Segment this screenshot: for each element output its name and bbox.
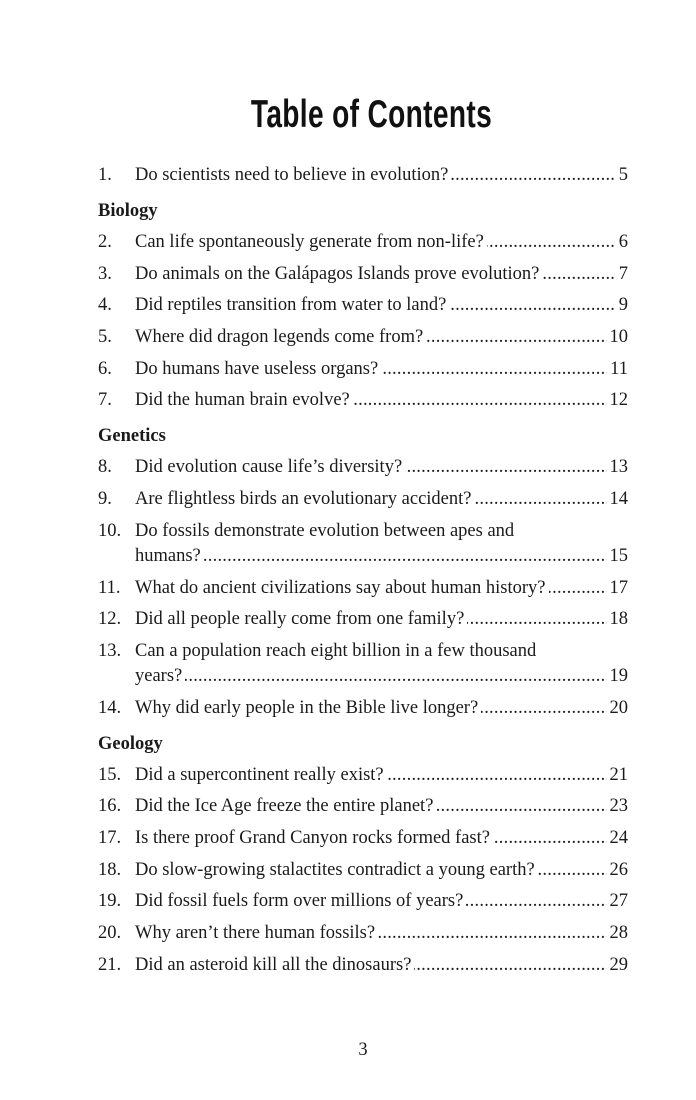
entry-title: Did all people really come from one family? <box>135 609 467 629</box>
entry-title: Can a population reach eight billion in a few thousand years? <box>135 640 537 686</box>
entry-page-number: 10 <box>607 325 629 350</box>
toc-entry[interactable] <box>98 163 628 188</box>
entry-page-number: 13 <box>607 455 629 480</box>
entry-page-number: 23 <box>607 794 629 819</box>
entry-title: Is there proof Grand Canyon rocks formed fast? <box>135 828 493 848</box>
entry-body <box>135 163 628 188</box>
section-heading: Genetics <box>98 426 166 447</box>
entry-title: Did evolution cause life’s diversity? <box>135 457 405 477</box>
entry-body <box>135 455 628 480</box>
entry-page-number: 29 <box>607 953 629 978</box>
entry-number: 18. <box>98 859 122 880</box>
entry-title: Do slow-growing stalactites contradict a young earth? <box>135 860 538 880</box>
toc-entry[interactable] <box>98 293 628 318</box>
entry-title: Where did dragon legends come from? <box>135 327 426 347</box>
entry-number: 3. <box>98 263 112 284</box>
entry-page-number: 17 <box>607 576 629 601</box>
entry-number: 21. <box>98 954 122 975</box>
entry-page-number: 15 <box>607 544 629 569</box>
entry-body <box>135 262 628 287</box>
toc-entry[interactable] <box>98 487 628 512</box>
entry-number: 20. <box>98 923 122 943</box>
toc-entry[interactable] <box>98 607 628 632</box>
entry-page-number: 12 <box>607 388 629 413</box>
entry-body <box>135 519 628 569</box>
entry-body <box>135 794 628 819</box>
page-number: 3 <box>358 1040 368 1060</box>
entry-number: 15. <box>98 764 122 785</box>
entry-body <box>135 696 628 721</box>
entry-body <box>135 607 628 632</box>
toc-entry[interactable] <box>98 325 628 350</box>
entry-body <box>135 826 628 851</box>
toc-entry[interactable] <box>98 921 628 946</box>
entry-body <box>135 576 628 601</box>
entry-body <box>135 889 628 914</box>
entry-title: Did fossil fuels form over millions of years? <box>135 891 466 911</box>
section-heading: Biology <box>98 201 158 221</box>
entry-page-number: 27 <box>607 889 629 914</box>
page-title <box>0 93 696 137</box>
entry-number: 10. <box>98 520 122 541</box>
toc-entry[interactable] <box>98 858 628 883</box>
entry-body <box>135 293 628 318</box>
entry-title: Did the human brain evolve? <box>135 390 353 410</box>
entry-body <box>135 639 628 689</box>
entry-page-number: 6 <box>616 230 628 255</box>
toc-entry[interactable] <box>98 763 628 788</box>
toc-entry[interactable] <box>98 826 628 851</box>
entry-number: 16. <box>98 796 122 817</box>
entry-page-number: 14 <box>607 487 629 512</box>
entry-page-number: 24 <box>607 826 629 851</box>
entry-page-number: 11 <box>607 357 628 382</box>
entry-title: Can life spontaneously generate from non-life? <box>135 232 487 252</box>
entry-body <box>135 388 628 413</box>
toc-entry[interactable] <box>98 455 628 480</box>
entry-number: 7. <box>98 390 112 411</box>
entry-number: 8. <box>98 457 112 478</box>
entry-page-number: 5 <box>616 163 628 188</box>
entry-number: 2. <box>98 232 112 252</box>
entry-body <box>135 921 628 946</box>
entry-body <box>135 325 628 350</box>
toc-entry[interactable] <box>98 388 628 413</box>
entry-body <box>135 858 628 883</box>
entry-number: 19. <box>98 891 122 912</box>
entry-number: 9. <box>98 489 112 510</box>
entry-title: Why aren’t there human fossils? <box>135 923 378 943</box>
toc-entry[interactable] <box>98 262 628 287</box>
toc-entry[interactable] <box>98 794 628 819</box>
entry-title: Did a supercontinent really exist? <box>135 765 387 785</box>
entry-body <box>135 487 628 512</box>
entry-number: 5. <box>98 327 112 348</box>
entry-title: Why did early people in the Bible live longer? <box>135 698 481 718</box>
entry-number: 12. <box>98 609 122 630</box>
toc-entry[interactable] <box>98 519 628 569</box>
section-heading: Geology <box>98 733 163 754</box>
entry-page-number: 26 <box>607 858 629 883</box>
entry-title: Did an asteroid kill all the dinosaurs? <box>135 955 414 975</box>
entry-page-number: 7 <box>616 262 628 287</box>
entry-page-number: 20 <box>607 696 629 721</box>
entry-number: 14. <box>98 697 122 718</box>
entry-body <box>135 357 628 382</box>
entry-page-number: 28 <box>607 921 629 946</box>
entry-title: What do ancient civilizations say about human history? <box>135 578 549 598</box>
entry-number: 11. <box>98 577 121 598</box>
entry-body <box>135 230 628 255</box>
entry-title: Do humans have useless organs? <box>135 359 381 379</box>
entry-number: 1. <box>98 165 112 185</box>
entry-title: Did the Ice Age freeze the entire planet? <box>135 796 436 816</box>
toc-entry[interactable] <box>98 696 628 721</box>
entry-title: Do animals on the Galápagos Islands prove evolution? <box>135 264 542 284</box>
entry-number: 4. <box>98 295 112 316</box>
toc-entry[interactable] <box>98 576 628 601</box>
toc-entry[interactable] <box>98 953 628 978</box>
page-title-text: Table of Contents <box>250 93 492 136</box>
toc-entry[interactable] <box>98 639 628 689</box>
entry-page-number: 19 <box>607 664 629 689</box>
entry-number: 17. <box>98 827 122 848</box>
toc-entry[interactable] <box>98 230 628 255</box>
entry-number: 6. <box>98 358 112 379</box>
table-of-contents <box>98 163 628 984</box>
entry-title: Are flightless birds an evolutionary accident? <box>135 489 475 509</box>
entry-page-number: 21 <box>607 763 629 788</box>
toc-entry[interactable] <box>98 889 628 914</box>
entry-page-number: 9 <box>616 293 628 318</box>
entry-title: Do fossils demonstrate evolution between apes and humans? <box>135 520 515 566</box>
toc-entry[interactable] <box>98 357 628 382</box>
entry-body <box>135 953 628 978</box>
entry-title: Did reptiles transition from water to land? <box>135 295 449 315</box>
entry-page-number: 18 <box>607 607 629 632</box>
entry-body <box>135 763 628 788</box>
entry-title: Do scientists need to believe in evolution? <box>135 165 451 185</box>
entry-number: 13. <box>98 640 122 661</box>
